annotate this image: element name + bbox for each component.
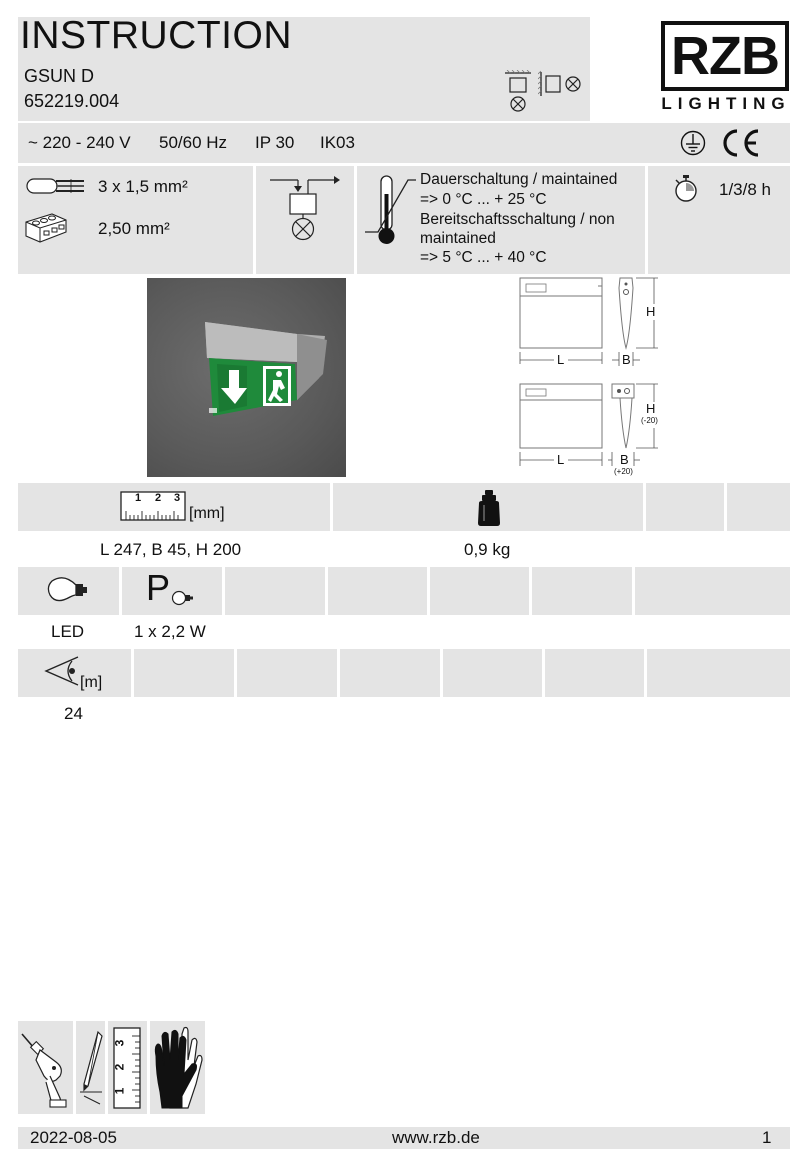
rzb-logo bbox=[661, 21, 791, 115]
empty-header-cell bbox=[545, 649, 644, 697]
ruler-tick-1: 1 bbox=[135, 492, 142, 504]
ruler-tick-2: 2 bbox=[155, 492, 162, 504]
dimensions-unit: [mm] bbox=[189, 505, 225, 522]
drill-icon bbox=[20, 1030, 72, 1110]
logo-text: RZB bbox=[671, 26, 779, 86]
dimension-drawing-bottom bbox=[512, 380, 672, 480]
ce-mark-icon bbox=[718, 127, 762, 159]
lamp-power: 1 x 2,2 W bbox=[134, 622, 206, 641]
protective-earth-icon bbox=[680, 130, 706, 156]
voltage: ~ 220 - 240 V bbox=[28, 133, 131, 152]
thermometer-icon bbox=[364, 172, 416, 248]
temperature-line-1: Dauerschaltung / maintained bbox=[420, 171, 618, 188]
operating-duration: 1/3/8 h bbox=[719, 180, 771, 199]
frequency: 50/60 Hz bbox=[159, 133, 228, 152]
electrical-panel bbox=[18, 123, 790, 163]
dim-top-H: H bbox=[646, 304, 656, 319]
ruler-icon bbox=[120, 491, 186, 521]
switched-live-icon bbox=[268, 172, 344, 244]
power-symbol: P bbox=[146, 567, 171, 608]
temperature-line-5: => 5 °C ... + 40 °C bbox=[420, 249, 547, 266]
weight-value: 0,9 kg bbox=[464, 540, 511, 559]
empty-header-cell bbox=[532, 567, 632, 615]
article-number: 652219.004 bbox=[24, 91, 120, 111]
footer-page-number: 1 bbox=[762, 1128, 772, 1147]
footer-url[interactable]: www.rzb.de bbox=[392, 1128, 480, 1147]
dim-top-B: B bbox=[622, 352, 631, 367]
lamp-type: LED bbox=[51, 622, 85, 641]
product-photo bbox=[147, 278, 346, 477]
empty-header-cell bbox=[647, 649, 790, 697]
dim-bottom-H: H bbox=[646, 401, 656, 416]
rule-digit-1: 1 bbox=[112, 1087, 127, 1095]
ip-rating: IP 30 bbox=[255, 133, 295, 152]
ceiling-mount-icon bbox=[503, 70, 533, 114]
gloves-icon bbox=[152, 1026, 204, 1110]
terminal-block-icon bbox=[22, 212, 68, 244]
eye-icon bbox=[42, 655, 80, 691]
rule-digit-2: 2 bbox=[112, 1063, 127, 1071]
empty-header-cell bbox=[225, 567, 325, 615]
footer-date: 2022-08-05 bbox=[30, 1128, 117, 1147]
dim-bottom-B-note: (+20) bbox=[614, 467, 633, 476]
empty-header-cell bbox=[134, 649, 234, 697]
cable-icon bbox=[26, 176, 86, 196]
weight-icon bbox=[476, 489, 502, 527]
temperature-line-4: maintained bbox=[420, 230, 496, 247]
empty-header-cell bbox=[635, 567, 790, 615]
dimensions-value: L 247, B 45, H 200 bbox=[100, 540, 242, 559]
temperature-line-3: Bereitschaftsschaltung / non bbox=[420, 211, 615, 228]
dim-bottom-L: L bbox=[557, 452, 565, 467]
wall-mount-icon bbox=[538, 70, 586, 98]
empty-header-cell bbox=[443, 649, 542, 697]
dim-bottom-B: B bbox=[620, 452, 629, 467]
ruler-tick-3: 3 bbox=[174, 492, 181, 504]
logo-subtext: LIGHTING bbox=[661, 94, 791, 113]
dim-top-L: L bbox=[557, 352, 565, 367]
visibility-distance: 24 bbox=[64, 704, 83, 723]
impact-rating: IK03 bbox=[320, 133, 355, 152]
empty-header-cell bbox=[328, 567, 427, 615]
empty-header-cell bbox=[430, 567, 529, 615]
dimension-drawing-top bbox=[512, 274, 672, 374]
page-title: INSTRUCTION bbox=[20, 14, 292, 57]
power-bulb-icon bbox=[170, 590, 196, 606]
empty-header-cell bbox=[340, 649, 440, 697]
lamp-bulb-icon bbox=[46, 575, 96, 605]
temperature-line-2: => 0 °C ... + 25 °C bbox=[420, 191, 547, 208]
empty-header-cell bbox=[646, 483, 724, 531]
product-name: GSUN D bbox=[24, 66, 95, 86]
pencil-icon bbox=[78, 1030, 104, 1110]
terminal-cross-section: 2,50 mm² bbox=[98, 219, 170, 238]
cable-cross-section: 3 x 1,5 mm² bbox=[98, 177, 188, 196]
empty-header-cell bbox=[237, 649, 337, 697]
visibility-unit: [m] bbox=[80, 674, 103, 691]
empty-header-cell bbox=[727, 483, 790, 531]
folding-rule-icon bbox=[112, 1026, 142, 1110]
rule-digit-3: 3 bbox=[112, 1039, 127, 1047]
stopwatch-icon bbox=[672, 174, 700, 204]
dim-bottom-H-note: (-20) bbox=[641, 416, 658, 425]
